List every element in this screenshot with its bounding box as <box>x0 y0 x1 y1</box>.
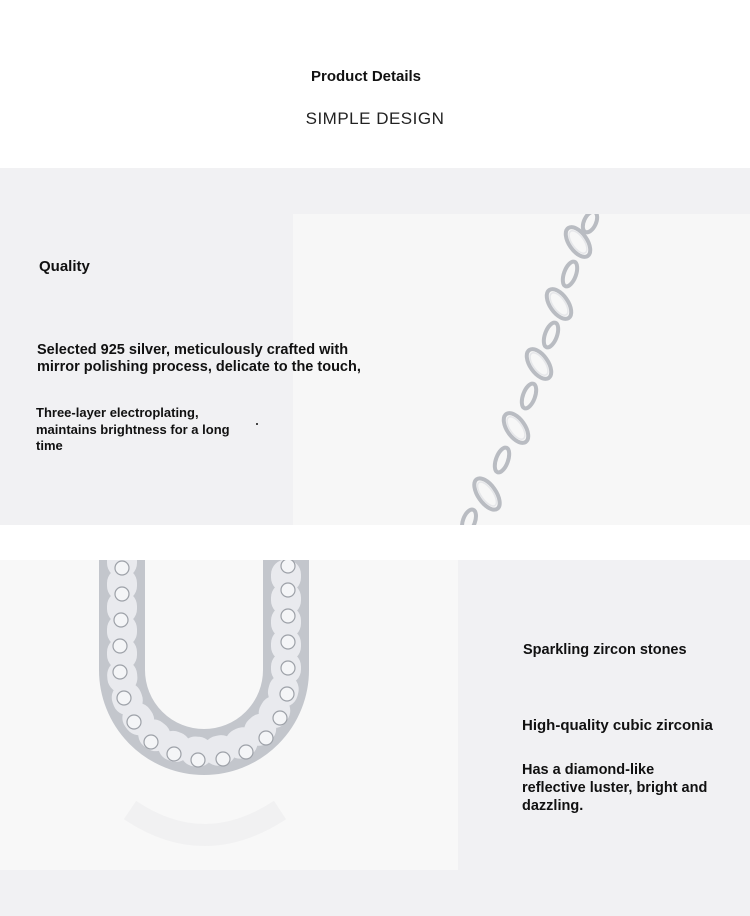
zircon-subtitle: High-quality cubic zirconia <box>522 717 713 734</box>
horseshoe-pendant-icon <box>0 560 458 870</box>
page-subtitle: SIMPLE DESIGN <box>305 109 445 128</box>
pendant-photo <box>0 560 458 870</box>
quality-paragraph-silver: Selected 925 silver, meticulously crafted with mirror polishing process, delicate to the touch, <box>37 342 361 375</box>
section-header <box>0 0 750 168</box>
zircon-description: Has a diamond-like reflective luster, bright and dazzling. <box>522 762 708 814</box>
quality-title: Quality <box>39 258 90 275</box>
decorative-dot <box>256 423 258 425</box>
quality-paragraph-electroplating: Three-layer electroplating, maintains brightness for a long time <box>36 405 230 453</box>
zircon-title: Sparkling zircon stones <box>523 642 687 658</box>
footer-band <box>0 870 750 916</box>
zircon-text-panel <box>458 560 750 870</box>
quality-section <box>0 168 750 525</box>
zircon-section <box>0 560 750 870</box>
section-divider <box>0 525 750 560</box>
page-title: Product Details <box>310 68 422 85</box>
